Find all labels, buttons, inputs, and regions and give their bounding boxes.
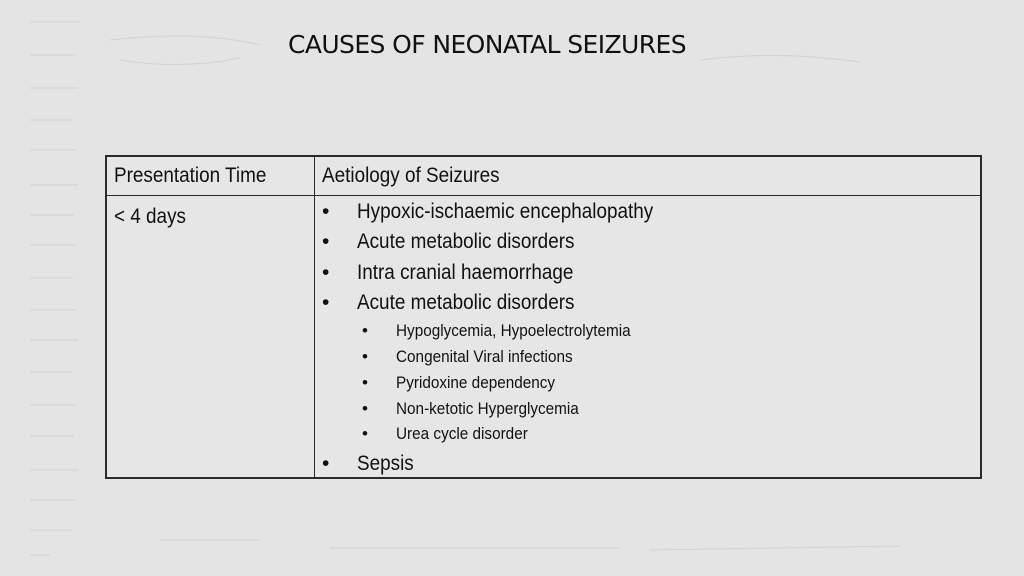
header-row-divider [107,195,980,196]
sub-cause-label: Hypoglycemia, Hypoelectrolytemia [396,321,631,341]
cause-label: Sepsis [357,452,414,476]
header-aetiology: Aetiology of Seizures [322,164,500,187]
cause-label: Acute metabolic disorders [357,230,575,254]
cause-label: Hypoxic-ischaemic encephalopathy [357,200,654,223]
bullet: • [322,230,330,254]
presentation-time-value: < 4 days [114,205,186,228]
bullet: • [322,260,330,284]
cause-label: Intra cranial haemorrhage [357,260,574,284]
slide-title: CAUSES OF NEONATAL SEIZURES [288,30,686,59]
column-divider [314,157,315,477]
cause-label: Acute metabolic disorders [357,290,575,314]
header-presentation-time: Presentation Time [114,164,267,187]
sub-cause-label: Pyridoxine dependency [396,372,556,392]
sub-cause-label: Urea cycle disorder [396,424,528,444]
sub-cause-label: Non-ketotic Hyperglycemia [396,398,579,418]
causes-table [105,155,982,479]
bullet: • [322,452,330,476]
bullet: • [362,424,368,444]
bullet: • [322,200,330,223]
bullet: • [362,346,368,366]
bullet: • [362,321,368,341]
bullet: • [322,290,330,314]
sub-cause-label: Congenital Viral infections [396,346,573,366]
bullet: • [362,372,368,392]
bullet: • [362,398,368,418]
